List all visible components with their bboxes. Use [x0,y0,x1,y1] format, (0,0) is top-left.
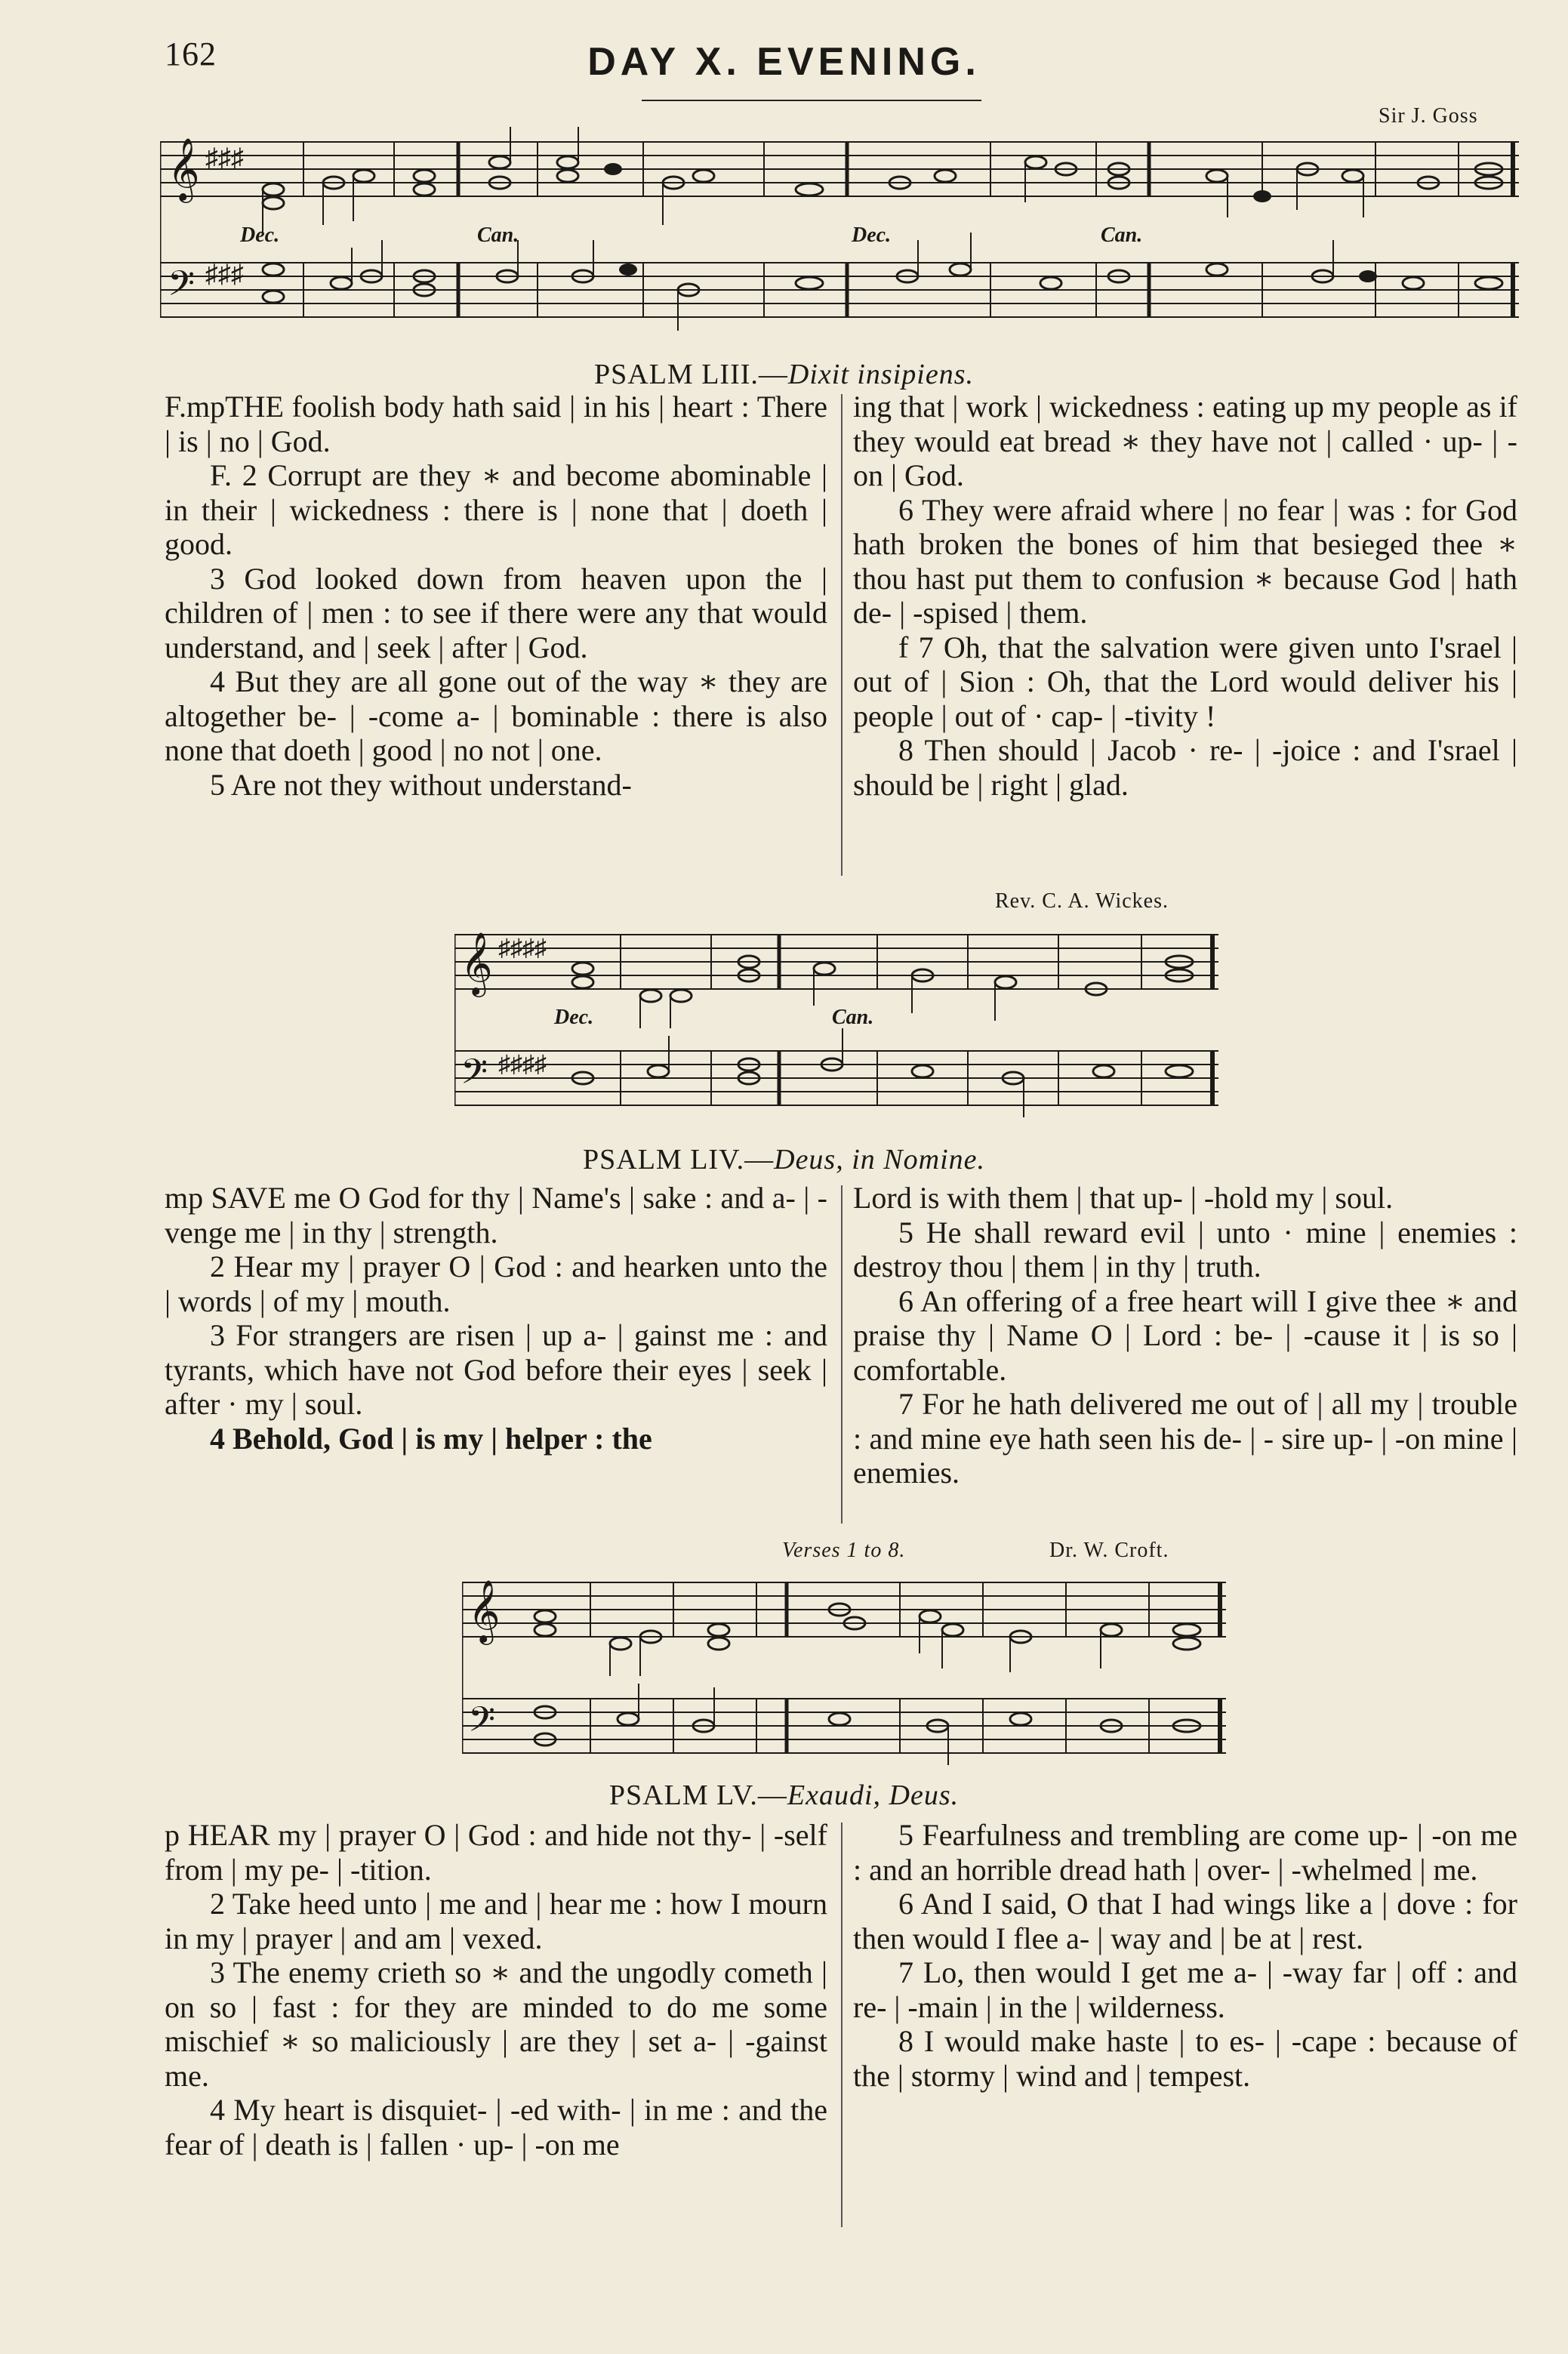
psalm55-heading-latin: Exaudi, Deus. [787,1779,960,1811]
psalm55-column-divider [841,1823,843,2227]
svg-text:𝄢: 𝄢 [168,263,196,313]
chant3-staff-svg [462,1563,1232,1767]
chant2-label-can: Can. [832,1006,874,1029]
psalm55-verse-8: 8 I would make haste | to es- | -cape : because of the | stormy | wind and | tempest. [853,2024,1517,2093]
psalm54-heading [0,1143,1568,1176]
psalm53-verse-4: 4 But they are all gone out of the way ∗ they are altogether be- | -come a- | bominable : there is also none that doeth | good | no not | one. [165,664,827,767]
psalm53-verse-7: f 7 Oh, that the salvation were given unto I'srael | out of | Sion : Oh, that the Lord would deliver his | people | out of · cap- | -tivity ! [853,630,1517,733]
page-number: 162 [165,35,217,72]
psalm54-verse-3: 3 For strangers are risen | up a- | gainst me : and tyrants, which have not God before their eyes | seek | after · my | soul. [165,1318,827,1421]
chant1-label-can-1: Can. [477,223,519,247]
psalm55-heading [0,1779,1568,1812]
psalm53-heading [0,358,1568,391]
psalm53-heading-number: PSALM LIII.— [594,359,788,390]
psalm53-left-column [165,390,827,802]
psalm53-verse-2: F. 2 Corrupt are they ∗ and become abominable | in their | wickedness : there is | none that | doeth | good. [165,458,827,561]
psalm55-verse-6: 6 And I said, O that I had wings like a | dove : for then would I flee a- | way and | be at | rest. [853,1887,1517,1955]
psalm54-verse-5: 5 He shall reward evil | unto · mine | enemies : destroy thou | them | in thy | truth. [853,1215,1517,1283]
psalm54-verse-7: 7 For he hath delivered me out of | all my | trouble : and mine eye hath seen his de- | - sire up- | -on mine | enemies. [853,1387,1517,1490]
psalm54-verse-2: 2 Hear my | prayer O | God : and hearken unto the | words | of my | mouth. [165,1249,827,1318]
psalm55-verse-3: 3 The enemy crieth so ∗ and the ungodly cometh | on so | fast : for they are minded to do me some mischief ∗ so maliciously | are they | set a- | -gainst me. [165,1955,827,2093]
svg-text:♯♯♯♯: ♯♯♯♯ [498,1050,547,1077]
chant3-composer: Dr. W. Croft. [1049,1539,1169,1562]
svg-text:♯♯♯: ♯♯♯ [205,144,244,172]
psalm54-heading-latin: Deus, in Nomine. [774,1144,985,1175]
psalm53-verse-8: 8 Then should | Jacob · re- | -joice : and I'srael | should be | right | glad. [853,733,1517,802]
svg-text:𝄞: 𝄞 [461,931,493,994]
psalm54-left-column [165,1181,827,1456]
psalm55-verse-2: 2 Take heed unto | me and | hear me : how I mourn in my | prayer | and am | vexed. [165,1887,827,1955]
psalm53-verse-6: 6 They were afraid where | no fear | was : for God hath broken the bones of him that besieged thee ∗ thou hast put them to confusion ∗ because God | hath de- | -spised | them. [853,492,1517,630]
psalm55-verse-5: 5 Fearfulness and trembling are come up- | -on me : and an horrible dread hath | over- | -whelmed | me. [853,1818,1517,1887]
running-title: DAY X. EVENING. [587,40,981,84]
psalm54-heading-number: PSALM LIV.— [583,1144,775,1175]
psalm54-right-column [853,1181,1517,1490]
psalm53-verse-1: F.mpTHE foolish body hath said | in his | heart : There | is | no | God. [165,390,827,458]
psalm55-verse-4: 4 My heart is disquiet- | -ed with- | in me : and the fear of | death is | fallen · up- | -on me [165,2093,827,2161]
svg-text:𝄞: 𝄞 [168,137,200,200]
psalm55-verse-7: 7 Lo, then would I get me a- | -way far | off : and re- | -main | in the | wilderness. [853,1955,1517,2024]
chant1-label-can-2: Can. [1101,223,1143,247]
psalm54-verse-4: 4 Behold, God | is my | helper : the [210,1421,652,1456]
chant1-staff-svg [160,127,1526,340]
chant1-label-dec-2: Dec. [852,223,892,247]
psalm55-verse-1: p HEAR my | prayer O | God : and hide not thy- | -self from | my pe- | -tition. [165,1818,827,1887]
psalm53-verse-5-cont: ing that | work | wickedness : eating up my people as if they would eat bread ∗ they have not | called · up- | -on | God. [853,390,1517,492]
svg-text:𝄢: 𝄢 [461,1052,488,1101]
psalm54-verse-4-cont: Lord is with them | that up- | -hold my | soul. [853,1181,1394,1215]
svg-text:𝄞: 𝄞 [468,1579,501,1642]
chant2-composer: Rev. C. A. Wickes. [995,889,1169,913]
psalm53-heading-latin: Dixit insipiens. [787,359,974,390]
psalm53-right-column [853,390,1517,802]
chant1-score [160,127,1526,340]
chant1-composer: Sir J. Goss [1379,104,1478,128]
psalm54-column-divider [841,1185,843,1524]
svg-text:♯♯♯: ♯♯♯ [205,260,244,288]
psalm54-verse-1: mp SAVE me O God for thy | Name's | sake : and a- | -venge me | in thy | strength. [165,1181,827,1249]
chant1-label-dec-1: Dec. [240,223,280,247]
svg-text:♯♯♯♯: ♯♯♯♯ [498,934,547,961]
psalm55-heading-number: PSALM LV.— [608,1779,787,1811]
chant2-label-dec: Dec. [554,1006,594,1029]
psalm53-verse-3: 3 God looked down from heaven upon the | children of | men : to see if there were any that would understand, and | seek | after | God. [165,561,827,664]
chant3-verses: Verses 1 to 8. [782,1539,906,1562]
chant3-score [462,1563,1232,1767]
title-rule [642,100,981,101]
svg-text:𝄢: 𝄢 [468,1699,496,1749]
psalm54-verse-6: 6 An offering of a free heart will I give thee ∗ and praise thy | Name O | Lord : be- | -cause it | is so | comfortable. [853,1283,1517,1387]
psalm55-left-column [165,1818,827,2161]
psalm53-column-divider [841,394,843,876]
psalm53-verse-5: 5 Are not they without understand- [210,767,632,802]
psalm55-right-column [853,1818,1517,2093]
